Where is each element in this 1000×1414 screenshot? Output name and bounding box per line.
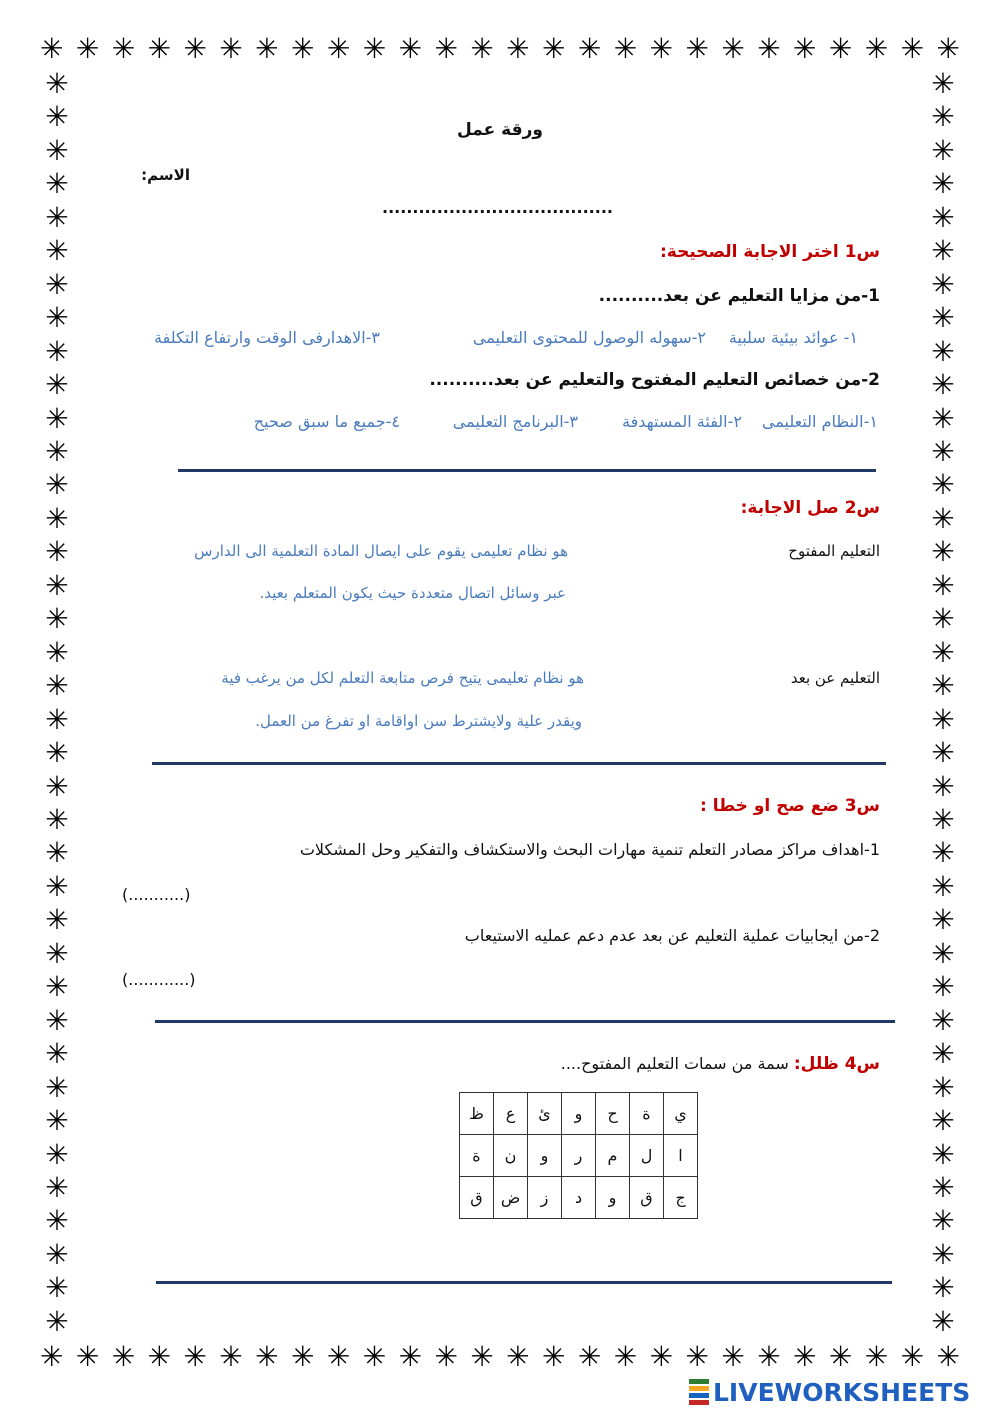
border-star-icon: ✳ (931, 100, 955, 134)
divider-2 (152, 762, 886, 765)
border-star-icon: ✳ (470, 32, 494, 65)
border-star-icon: ✳ (45, 67, 69, 100)
border-star-icon: ✳ (45, 736, 69, 770)
q1-heading: س1 اختر الاجابة الصحيحة: (660, 242, 880, 262)
border-star-icon: ✳ (326, 32, 351, 65)
brand-name: LIVEWORKSHEETS (713, 1377, 971, 1407)
grid-cell[interactable]: ل (630, 1135, 664, 1177)
q1-item2-question: 2-من خصائص التعليم المفتوح والتعليم عن بعد.......... (429, 370, 880, 390)
border-star-icon: ✳ (45, 468, 69, 502)
divider-1 (178, 469, 876, 472)
border-star-icon: ✳ (45, 869, 69, 903)
logo-icon-stripe (688, 1385, 710, 1392)
border-star-icon: ✳ (45, 802, 69, 836)
border-star-icon: ✳ (793, 1340, 817, 1373)
border-star-icon: ✳ (45, 301, 69, 335)
q1-item1-option-1[interactable]: ١- عوائد بيئية سلبية (728, 328, 858, 347)
border-star-icon: ✳ (291, 1340, 315, 1373)
border-star-icon: ✳ (75, 32, 100, 65)
border-star-icon: ✳ (931, 1237, 955, 1271)
border-star-icon: ✳ (45, 1204, 69, 1238)
border-star-icon: ✳ (721, 1340, 745, 1373)
border-star-icon: ✳ (931, 167, 955, 201)
border-star-icon: ✳ (931, 936, 955, 970)
q2-definition-1-line-1[interactable]: هو نظام تعليمى يقوم على ايصال المادة التعلمية الى الدارس (194, 542, 568, 560)
q1-item1-question: 1-من مزايا التعليم عن بعد.......... (598, 286, 880, 306)
q2-term-2[interactable]: التعليم عن بعد (790, 669, 880, 687)
border-top (40, 32, 960, 66)
grid-cell[interactable]: ا (664, 1135, 698, 1177)
grid-cell[interactable]: ز (528, 1177, 562, 1219)
border-star-icon: ✳ (506, 32, 530, 65)
border-star-icon: ✳ (931, 1037, 955, 1071)
border-star-icon: ✳ (931, 401, 955, 435)
border-star-icon: ✳ (45, 133, 69, 167)
divider-4 (156, 1281, 892, 1284)
border-star-icon: ✳ (45, 100, 69, 134)
border-star-icon: ✳ (45, 1170, 69, 1204)
q2-heading: س2 صل الاجابة: (740, 498, 880, 518)
border-star-icon: ✳ (45, 167, 69, 201)
border-star-icon: ✳ (936, 1340, 960, 1373)
border-star-icon: ✳ (183, 32, 207, 65)
border-star-icon: ✳ (45, 702, 69, 736)
q1-item2-option-2[interactable]: ٢-الفئة المستهدفة (622, 412, 742, 431)
border-star-icon: ✳ (931, 301, 955, 335)
border-star-icon: ✳ (45, 970, 69, 1004)
border-star-icon: ✳ (931, 1003, 955, 1037)
border-star-icon: ✳ (931, 736, 955, 770)
border-star-icon: ✳ (931, 602, 955, 636)
name-input-line[interactable]: ...................................... (382, 198, 613, 217)
q1-item2-option-4[interactable]: ٤-جميع ما سبق صحيح (253, 412, 400, 431)
grid-cell[interactable]: ق (630, 1177, 664, 1219)
q3-heading: س3 ضع صح او خطا : (699, 796, 880, 816)
border-star-icon: ✳ (45, 1271, 69, 1305)
border-star-icon: ✳ (45, 936, 69, 970)
border-star-icon: ✳ (45, 200, 69, 234)
border-star-icon: ✳ (45, 334, 69, 368)
logo-icon-stripe (688, 1399, 710, 1406)
grid-row (460, 1177, 698, 1219)
border-star-icon: ✳ (931, 1204, 955, 1238)
border-star-icon: ✳ (45, 1137, 69, 1171)
border-star-icon: ✳ (931, 1304, 955, 1338)
border-star-icon: ✳ (362, 32, 387, 65)
border-star-icon: ✳ (291, 32, 315, 65)
border-star-icon: ✳ (864, 1340, 889, 1373)
grid-cell[interactable]: ة (630, 1093, 664, 1135)
border-star-icon: ✳ (931, 1170, 955, 1204)
border-star-icon: ✳ (931, 67, 955, 100)
border-right (926, 67, 960, 1338)
border-star-icon: ✳ (864, 32, 889, 65)
border-star-icon: ✳ (45, 368, 69, 402)
border-star-icon: ✳ (931, 669, 955, 703)
q3-answer-blank-2[interactable]: (............) (122, 970, 196, 989)
logo-icon-stripe (688, 1392, 710, 1399)
border-star-icon: ✳ (398, 32, 423, 65)
border-star-icon: ✳ (45, 836, 69, 870)
border-star-icon: ✳ (470, 1340, 494, 1373)
border-star-icon: ✳ (931, 702, 955, 736)
grid-cell[interactable]: ر (562, 1135, 596, 1177)
grid-cell[interactable]: ي (664, 1093, 698, 1135)
border-star-icon: ✳ (45, 1304, 69, 1338)
divider-3 (155, 1020, 895, 1023)
border-star-icon: ✳ (40, 32, 64, 65)
q4-prompt: سمة من سمات التعليم المفتوح.... (560, 1054, 789, 1073)
letter-grid (459, 1092, 698, 1219)
border-star-icon: ✳ (649, 32, 674, 65)
border-star-icon: ✳ (326, 1340, 351, 1373)
q2-definition-1-line-2: عبر وسائل اتصال متعددة حيث يكون المتعلم بعيد. (259, 584, 566, 602)
border-left (40, 67, 74, 1338)
grid-cell[interactable]: ح (596, 1093, 630, 1135)
border-star-icon: ✳ (900, 32, 925, 65)
q2-definition-2-line-1[interactable]: هو نظام تعليمى يتيح فرص متابعة التعلم لكل من يرغب فية (221, 669, 584, 687)
border-star-icon: ✳ (362, 1340, 387, 1373)
grid-cell[interactable]: ض (494, 1177, 528, 1219)
border-star-icon: ✳ (45, 1003, 69, 1037)
border-star-icon: ✳ (219, 32, 243, 65)
border-star-icon: ✳ (45, 434, 69, 468)
q2-term-1[interactable]: التعليم المفتوح (788, 542, 880, 560)
logo-icon-stripe (688, 1378, 710, 1385)
border-star-icon: ✳ (45, 1237, 69, 1271)
border-star-icon: ✳ (931, 535, 955, 569)
border-star-icon: ✳ (931, 234, 955, 268)
border-star-icon: ✳ (931, 1137, 955, 1171)
border-star-icon: ✳ (931, 970, 955, 1004)
q3-statement-1: 1-اهداف مراكز مصادر التعلم تنمية مهارات البحث والاستكشاف والتفكير وحل المشكلات (299, 840, 880, 859)
border-star-icon: ✳ (828, 1340, 853, 1373)
border-star-icon: ✳ (542, 32, 566, 65)
q1-item2-option-3[interactable]: ٣-البرنامج التعليمى (452, 412, 578, 431)
border-star-icon: ✳ (931, 568, 955, 602)
border-star-icon: ✳ (931, 468, 955, 502)
border-star-icon: ✳ (577, 1340, 602, 1373)
border-star-icon: ✳ (931, 1104, 955, 1138)
grid-cell[interactable]: ئ (528, 1093, 562, 1135)
border-star-icon: ✳ (45, 1037, 69, 1071)
border-star-icon: ✳ (931, 869, 955, 903)
grid-cell[interactable]: و (562, 1093, 596, 1135)
q1-item1-option-2[interactable]: ٢-سهوله الوصول للمحتوى التعليمى (472, 328, 706, 347)
border-star-icon: ✳ (757, 32, 781, 65)
border-star-icon: ✳ (45, 568, 69, 602)
border-star-icon: ✳ (434, 32, 458, 65)
border-star-icon: ✳ (45, 234, 69, 268)
grid-row (460, 1135, 698, 1177)
border-star-icon: ✳ (183, 1340, 207, 1373)
border-star-icon: ✳ (40, 1340, 64, 1373)
border-star-icon: ✳ (45, 669, 69, 703)
border-star-icon: ✳ (936, 32, 960, 65)
border-star-icon: ✳ (398, 1340, 423, 1373)
grid-cell[interactable]: م (596, 1135, 630, 1177)
q2-definition-2-line-2: ويقدر علية ولايشترط سن اواقامة او تفرغ من العمل. (255, 712, 582, 730)
border-star-icon: ✳ (75, 1340, 100, 1373)
border-star-icon: ✳ (900, 1340, 925, 1373)
border-star-icon: ✳ (931, 267, 955, 301)
q1-item1-option-3[interactable]: ٣-الاهدارفى الوقت وارتفاع التكلفة (154, 328, 380, 347)
liveworksheets-logo (688, 1374, 970, 1410)
border-bottom (40, 1340, 960, 1374)
border-star-icon: ✳ (255, 1340, 279, 1373)
name-label: الاسم: (141, 166, 190, 184)
q1-item2-option-1[interactable]: ١-النظام التعليمى (761, 412, 878, 431)
border-star-icon: ✳ (542, 1340, 566, 1373)
grid-cell[interactable]: ق (460, 1177, 494, 1219)
grid-cell[interactable]: ة (460, 1135, 494, 1177)
grid-cell[interactable]: و (596, 1177, 630, 1219)
border-star-icon: ✳ (828, 32, 853, 65)
border-star-icon: ✳ (931, 1070, 955, 1104)
border-star-icon: ✳ (111, 1340, 136, 1373)
border-star-icon: ✳ (931, 836, 955, 870)
border-star-icon: ✳ (45, 401, 69, 435)
border-star-icon: ✳ (255, 32, 279, 65)
border-star-icon: ✳ (931, 635, 955, 669)
border-star-icon: ✳ (147, 1340, 172, 1373)
border-star-icon: ✳ (577, 32, 602, 65)
border-star-icon: ✳ (45, 635, 69, 669)
border-star-icon: ✳ (434, 1340, 458, 1373)
border-star-icon: ✳ (613, 1340, 638, 1373)
q4-heading: س4 ظلل: (793, 1054, 880, 1074)
logo-icon (688, 1378, 710, 1406)
border-star-icon: ✳ (45, 769, 69, 803)
border-star-icon: ✳ (45, 602, 69, 636)
worksheet-title: ورقة عمل (457, 120, 543, 140)
q3-statement-2: 2-من ايجابيات عملية التعليم عن بعد عدم دعم عمليه الاستيعاب (464, 926, 880, 945)
border-star-icon: ✳ (931, 334, 955, 368)
grid-cell[interactable]: ظ (460, 1093, 494, 1135)
border-star-icon: ✳ (613, 32, 638, 65)
grid-cell[interactable]: ع (494, 1093, 528, 1135)
border-star-icon: ✳ (931, 1271, 955, 1305)
border-star-icon: ✳ (931, 501, 955, 535)
grid-cell[interactable]: ن (494, 1135, 528, 1177)
border-star-icon: ✳ (685, 1340, 709, 1373)
grid-cell[interactable]: ج (664, 1177, 698, 1219)
q4-line (561, 1054, 880, 1074)
border-star-icon: ✳ (931, 368, 955, 402)
border-star-icon: ✳ (931, 434, 955, 468)
border-star-icon: ✳ (506, 1340, 530, 1373)
border-star-icon: ✳ (45, 267, 69, 301)
grid-cell[interactable]: و (528, 1135, 562, 1177)
border-star-icon: ✳ (649, 1340, 674, 1373)
grid-cell[interactable]: د (562, 1177, 596, 1219)
border-star-icon: ✳ (219, 1340, 243, 1373)
border-star-icon: ✳ (45, 1070, 69, 1104)
border-star-icon: ✳ (931, 903, 955, 937)
border-star-icon: ✳ (111, 32, 136, 65)
border-star-icon: ✳ (45, 903, 69, 937)
border-star-icon: ✳ (931, 802, 955, 836)
q3-answer-blank-1[interactable]: (...........) (122, 885, 191, 904)
border-star-icon: ✳ (685, 32, 709, 65)
border-star-icon: ✳ (147, 32, 172, 65)
border-star-icon: ✳ (45, 535, 69, 569)
border-star-icon: ✳ (793, 32, 817, 65)
border-star-icon: ✳ (45, 501, 69, 535)
border-star-icon: ✳ (757, 1340, 781, 1373)
border-star-icon: ✳ (931, 769, 955, 803)
border-star-icon: ✳ (45, 1104, 69, 1138)
border-star-icon: ✳ (721, 32, 745, 65)
border-star-icon: ✳ (931, 133, 955, 167)
grid-row (460, 1093, 698, 1135)
border-star-icon: ✳ (931, 200, 955, 234)
